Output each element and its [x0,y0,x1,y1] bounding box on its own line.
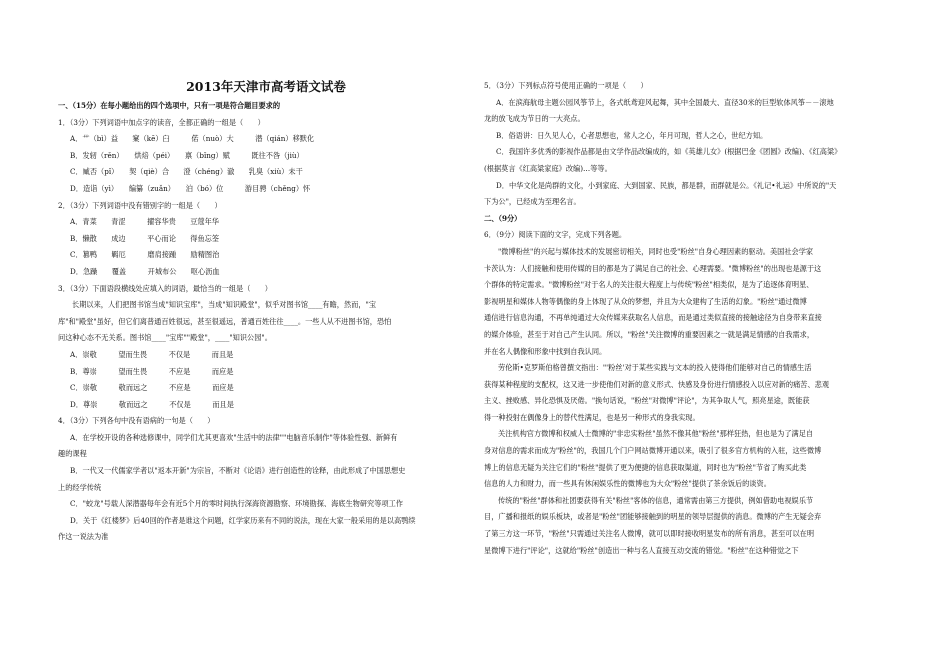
passage-line: 主义、挫败感、异化恐惧及厌倦。"换句话说，"粉丝"对微博"评论"，为其争取人气，照亮星途，既能获 [484,396,810,406]
passage-line: 的媒介体验，甚至于对自己产生认同。所以，"粉丝"关注微博的重要因素之一就是满足情感的自我需求， [484,329,815,339]
passage-line: 了第三方这一环节，"粉丝"只需通过关注名人微博，就可以即时接收明星发布的所有消息，甚至可以在明 [484,529,815,539]
question-3 [58,281,474,414]
question-3-stem: 3．（3分）下面语段横线处应填入的词语，最恰当的一组是（ ） [58,283,272,293]
question-3-option-d: D．尊崇 敬而远之 不仅是 而且是 [70,399,234,409]
question-4-option-b: B．一代又一代儒家学者以"返本开新"为宗旨，不断对《论语》进行创造性的诠释，由此形成了中国思想史 [70,466,406,476]
question-2-stem: 2．（3分）下列词语中没有错别字的一组是（ ） [58,200,222,210]
question-2-option-c: C．篡鸭 羁厄 磨肩接踵 励精图治 [70,250,220,260]
question-1 [58,115,474,198]
passage-line: 通信进行信息沟通，不再单纯通过大众传媒来获取名人信息，而是通过类似直接的接触途径为自身带来直接 [484,313,822,323]
passage-paragraph [484,360,900,426]
question-1-stem: 1．（3分）下列词语中加点字的读音，全都正确的一组是（ ） [58,117,265,127]
question-5-option-c-cont: (根据莫言《红高粱家庭》改编)…等等。 [484,163,612,173]
question-5-option-a: A．在滨海航母主题公园风筝节上，各式纸鸢迎风起舞，其中全国最大、直径30米的巨型软体风筝－－滚地 [496,97,834,107]
passage-line: 信息的人力和财力，而一些具有休闲娱乐性的微博也为大众"粉丝"提供了茶余饭后的谈资。 [484,479,771,489]
passage-paragraph [484,426,900,492]
question-1-option-c: C．臧否（pǐ） 契（qiè）合 澄（chéng）澈 乳臭（xiù）未干 [70,167,303,177]
passage-line: 得一种投射在偶像身上的替代性满足，也是另一种形式的身我实现。 [484,412,700,422]
question-3-option-b: B．尊崇 望而生畏 不应是 而应是 [70,366,234,376]
question-3-option-c: C．崇敬 敬而远之 不应是 而应是 [70,383,234,393]
passage-line: 星微博下进行"评论"，这就给"粉丝"创造出一种与名人直接互动交流的错觉。"粉丝"在这种错觉之下 [484,545,799,555]
question-5-option-d: D．中华文化是尚群的文化，小到家庭、大到国家、民族，都是群，而群就是公。《礼记•礼运》中所说的"天 [496,180,837,190]
section-2-heading: 二、（9分） [484,213,522,223]
question-4-option-a: A．在学校开设的各种选修课中，同学们尤其更喜欢"生活中的法律""电脑音乐制作"等体验性强、新鲜有 [70,432,398,442]
question-2-option-b: B．懒散 成边 平心而论 得鱼忘筌 [70,233,220,243]
passage-line: 目，广播和报纸的娱乐板块，或者是"粉丝"团能够接触到的明星的领导层提供的消息。微博的产生无疑会弃 [484,512,822,522]
question-4-option-b-cont: 上的经学传统 [58,482,102,492]
question-2 [58,198,474,281]
question-5-option-a-cont: 龙的放飞成为节日的一大亮点。 [484,114,585,124]
question-4-option-d-cont: 作这一说法为准 [58,532,109,542]
passage-line: 劳伦斯•克罗斯伯格曾撰文指出："'粉丝'对于某些实践与文本的投入使得他们能够对自己的情感生活 [498,363,812,373]
question-4 [58,413,474,546]
passage-line: 影视明星和媒体人物等偶像的身上体现了从众的梦想，并且为大众建构了生活的幻象。"粉丝"通过微博 [484,296,807,306]
left-column [58,78,474,546]
passage-line: 并在名人偶像和形象中找到自我认同。 [484,346,607,356]
question-3-passage-line: 长期以来，人们把图书馆当成"知识宝库"，当成"知识殿堂"，似乎对图书馆____有瞻，然而，"宝 [72,300,377,310]
exam-title: 2013年天津市高考语文试卷 [186,79,346,94]
question-4-option-d: D．关于《红楼梦》后40回的作者是谁这个问题，红学家历来有不同的说法，现在大家一般采用的是以高鹗续 [70,515,416,525]
passage-line: 传统的"粉丝"群体和社团要获得有关"粉丝"客体的信息，通常需由第三方提供，例如借助电视娱乐节 [498,495,814,505]
right-column [484,78,900,559]
passage-line: 卡茨认为：人们接触和使用传媒的目的都是为了满足自己的社会、心理需要。"微博粉丝"的出现也是源于这 [484,263,822,273]
passage-line: 获得某种程度的支配权，这又进一步使他们对新的意义形式、快感及身份进行情感投入以应对新的痛苦、悲观 [484,379,830,389]
passage-line: 个群体的特定需求。"微博粉丝"对于名人的关注很大程度上与传统"粉丝"相类似，是为了追逐体育明星、 [484,280,814,290]
question-1-option-b: B．发轫（rěn） 烘焙（péi） 禀（bǐng）赋 既往不咎（jiù） [70,150,304,160]
question-5-option-d-cont: 下为公"，已经成为至理名言。 [484,197,581,207]
question-3-option-a: A．崇敬 望而生畏 不仅是 而且是 [70,349,234,359]
question-2-option-a: A．青菜 青涩 擢容华贵 豆蔻年华 [70,217,219,227]
section-1-heading: 一、（15分）在每小题给出的四个选项中，只有一项是符合题目要求的 [58,101,281,110]
question-5-stem: 5．（3分）下列标点符号使用正确的一项是（ ） [484,81,648,90]
question-4-option-a-cont: 趣的课程 [58,449,87,459]
passage-line: 身对信息的需求而成为"粉丝"的，我国几个门户网站微博开通以来，吸引了很多官方机构的入驻，这些微博 [484,446,822,456]
question-6-stem: 6．（9分）阅读下面的文字，完成下列各题。 [484,230,627,240]
question-2-option-d: D．急躁 覆盖 开城布公 呕心沥血 [70,266,220,276]
question-4-stem: 4．（3分）下列各句中没有语病的一句是（ ） [58,416,215,426]
question-5 [484,78,900,211]
question-3-passage-line: 问这种心态不无关系。图书馆____"宝库""殿堂"，____"知识公园"。 [58,333,272,343]
question-4-option-c: C．"蛟龙"号载人深潜器每年会有近5个月的零时间执行深海资源勘察、环境勘探、海底生物研究等项工作 [70,499,403,509]
passage-paragraph [484,244,900,360]
passage-line: 关注机构官方微博和权威人士微博的"非忠实粉丝"虽然不像其他"粉丝"那样狂热，但也是为了满足自 [498,429,814,439]
passage-line: 博上的信息无疑为关注它们的"粉丝"提供了更为便捷的信息获取渠道，同时也为"粉丝"节省了购买此类 [484,462,807,472]
passage-paragraph [484,493,900,559]
question-1-option-a: A．艹（bì）益 窠（kē）臼 偌（nuò）大 潜（qián）移默化 [70,134,315,144]
question-1-option-d: D．造诣（yì） 编纂（zuǎn） 泊（bó）位 游目骋（chěng）怀 [70,183,311,193]
question-5-option-b: B．俗语讲：日久见人心，心者思想也，常人之心，年月可现，哲人之心，世纪方知。 [496,130,768,140]
question-6 [484,227,900,559]
passage-line: "微博粉丝"的兴起与媒体技术的发展密切相关，同时也受"粉丝"自身心理因素的驱动。美国社会学家 [498,246,814,256]
question-5-option-c: C．我国许多优秀的影视作品都是由文学作品改编成的，如《英雄儿女》(根据巴金《团圆》改编)、《红高粱》 [496,147,842,157]
question-3-passage-line: 库"和"殿堂"虽好，但它们离普通百姓很远，甚至很遥远，普通百姓往往____。一些人从不进图书馆，恐怕 [58,316,392,326]
